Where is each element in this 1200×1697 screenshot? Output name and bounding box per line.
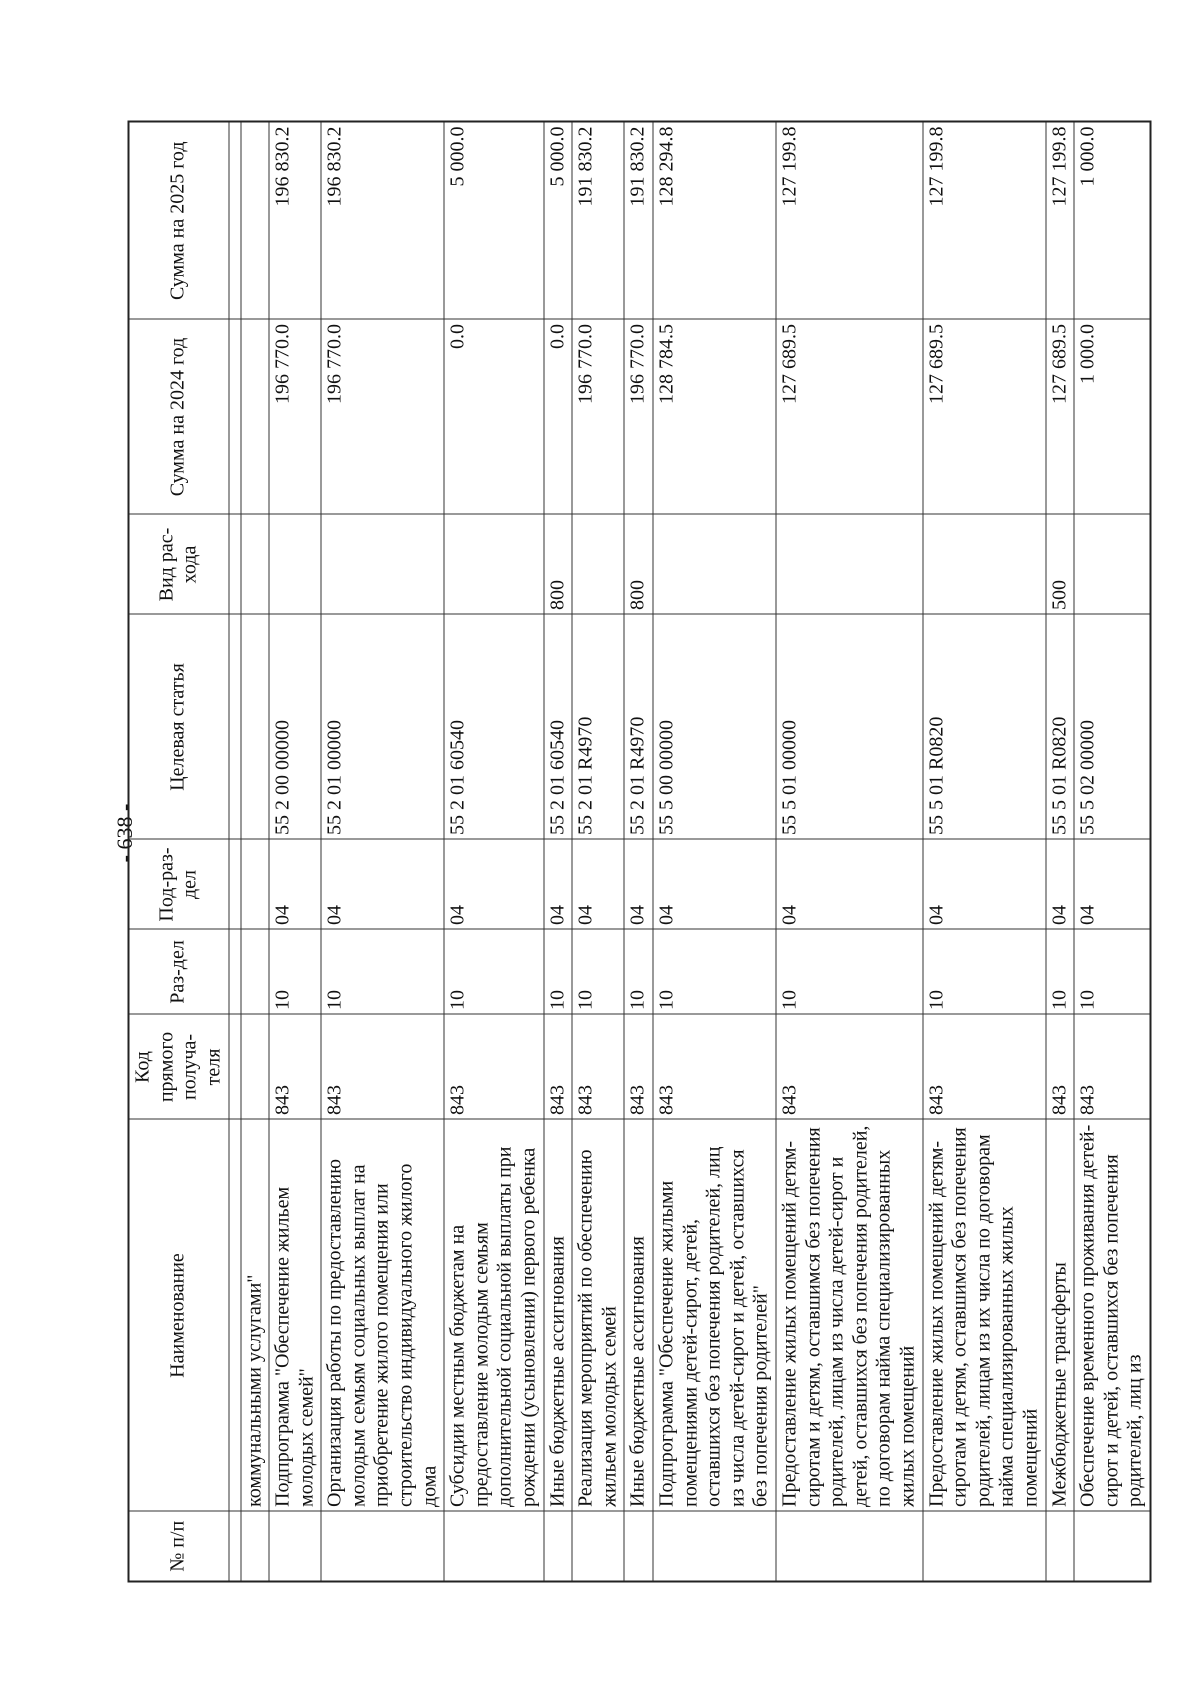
- cell-subsection: 04: [269, 840, 321, 930]
- cell-sum2025: 1 000.0: [1074, 122, 1150, 320]
- cell-num: [776, 1512, 923, 1582]
- cell-target: 55 5 01 R0820: [1046, 615, 1075, 840]
- cell-recipient: 843: [321, 1015, 444, 1120]
- cell-name: Организация работы по предоставлению молодым семьям социальных выплат на приобретение жилого помещения или строительство индивидуального жилого дома: [321, 1120, 444, 1512]
- cell-expense: [1074, 515, 1150, 615]
- cell-num: [321, 1512, 444, 1582]
- cell-sum2025: 191 830.2: [572, 122, 624, 320]
- cell-section: 10: [1074, 930, 1150, 1015]
- cell-target: 55 2 01 R4970: [572, 615, 624, 840]
- cell-name: коммунальными услугами": [241, 1120, 270, 1512]
- table-spacer-row: [229, 122, 241, 1582]
- table-row: [923, 122, 1046, 1582]
- cell-section: 10: [321, 930, 444, 1015]
- cell-target: 55 5 02 00000: [1074, 615, 1150, 840]
- cell-target: 55 2 01 60540: [544, 615, 573, 840]
- table-row: [269, 122, 321, 1582]
- cell-section: 10: [444, 930, 543, 1015]
- table-row: [572, 122, 624, 1582]
- cell-name: Субсидии местным бюджетам на предоставление молодым семьям дополнительной социальной выплаты при рождении (усыновлении) первого ребенка: [444, 1120, 543, 1512]
- table-row: [444, 122, 543, 1582]
- cell-expense: [776, 515, 923, 615]
- cell-subsection: 04: [544, 840, 573, 930]
- table-row: [653, 122, 776, 1582]
- cell-num: [1046, 1512, 1075, 1582]
- cell-recipient: [241, 1015, 270, 1120]
- cell-sum2024: 127 689.5: [776, 320, 923, 515]
- cell-sum2024: 127 689.5: [1046, 320, 1075, 515]
- cell-name: Реализация мероприятий по обеспечению жильем молодых семей: [572, 1120, 624, 1512]
- cell-subsection: 04: [624, 840, 653, 930]
- header-section: Раз-дел: [129, 930, 229, 1015]
- cell-sum2025: 191 830.2: [624, 122, 653, 320]
- header-recipient: Код прямого получа-теля: [129, 1015, 229, 1120]
- header-name: Наименование: [129, 1120, 229, 1512]
- table-row: [544, 122, 573, 1582]
- cell-section: 10: [776, 930, 923, 1015]
- header-target: Целевая статья: [129, 615, 229, 840]
- cell-recipient: 843: [1074, 1015, 1150, 1120]
- cell-sum2024: 0.0: [544, 320, 573, 515]
- cell-sum2025: 5 000.0: [544, 122, 573, 320]
- cell-name: Обеспечение временного проживания детей-сирот и детей, оставшихся без попечения родителей, лиц из: [1074, 1120, 1150, 1512]
- cell-section: 10: [1046, 930, 1075, 1015]
- cell-num: [444, 1512, 543, 1582]
- cell-target: 55 5 00 00000: [653, 615, 776, 840]
- table-body: [241, 122, 1151, 1582]
- cell-sum2024: 196 770.0: [269, 320, 321, 515]
- cell-expense: [269, 515, 321, 615]
- cell-num: [653, 1512, 776, 1582]
- cell-subsection: 04: [444, 840, 543, 930]
- cell-subsection: 04: [653, 840, 776, 930]
- cell-sum2025: 5 000.0: [444, 122, 543, 320]
- cell-sum2025: 127 199.8: [776, 122, 923, 320]
- cell-num: [241, 1512, 270, 1582]
- cell-target: 55 2 00 00000: [269, 615, 321, 840]
- cell-expense: [241, 515, 270, 615]
- cell-sum2025: 127 199.8: [923, 122, 1046, 320]
- cell-recipient: 843: [923, 1015, 1046, 1120]
- cell-sum2024: 1 000.0: [1074, 320, 1150, 515]
- cell-expense: 800: [624, 515, 653, 615]
- budget-table: [128, 121, 1152, 1583]
- cell-sum2024: 128 784.5: [653, 320, 776, 515]
- cell-subsection: [241, 840, 270, 930]
- table-row: [1046, 122, 1075, 1582]
- cell-recipient: 843: [544, 1015, 573, 1120]
- cell-subsection: 04: [1074, 840, 1150, 930]
- cell-subsection: 04: [923, 840, 1046, 930]
- cell-section: 10: [269, 930, 321, 1015]
- header-sum2025: Сумма на 2025 год: [129, 122, 229, 320]
- cell-recipient: 843: [653, 1015, 776, 1120]
- cell-section: 10: [653, 930, 776, 1015]
- cell-recipient: 843: [444, 1015, 543, 1120]
- cell-expense: [653, 515, 776, 615]
- cell-recipient: 843: [269, 1015, 321, 1120]
- cell-target: 55 2 01 R4970: [624, 615, 653, 840]
- cell-num: [572, 1512, 624, 1582]
- cell-expense: [321, 515, 444, 615]
- cell-sum2024: 0.0: [444, 320, 543, 515]
- cell-sum2025: 128 294.8: [653, 122, 776, 320]
- table-header-row: [129, 122, 229, 1582]
- cell-num: [544, 1512, 573, 1582]
- cell-name: Предоставление жилых помещений детям-сиротам и детям, оставшимся без попечения родителей, лицам из числа детей-сирот и детей, оставшихся без попечения родителей, по договорам найма специализированных жилых помещений: [776, 1120, 923, 1512]
- cell-section: 10: [572, 930, 624, 1015]
- budget-table-rotated: [128, 123, 1146, 1583]
- cell-target: [241, 615, 270, 840]
- cell-sum2025: 196 830.2: [321, 122, 444, 320]
- cell-expense: [923, 515, 1046, 615]
- cell-num: [1074, 1512, 1150, 1582]
- cell-section: 10: [923, 930, 1046, 1015]
- cell-target: 55 2 01 60540: [444, 615, 543, 840]
- cell-subsection: 04: [776, 840, 923, 930]
- table-row: [1074, 122, 1150, 1582]
- cell-num: [269, 1512, 321, 1582]
- header-num: № п/п: [129, 1512, 229, 1582]
- cell-sum2025: 127 199.8: [1046, 122, 1075, 320]
- cell-subsection: 04: [321, 840, 444, 930]
- cell-expense: 500: [1046, 515, 1075, 615]
- page-number: - 638 -: [112, 803, 137, 863]
- cell-sum2024: 196 770.0: [572, 320, 624, 515]
- cell-recipient: 843: [624, 1015, 653, 1120]
- cell-expense: [572, 515, 624, 615]
- cell-section: 10: [544, 930, 573, 1015]
- cell-name: Иные бюджетные ассигнования: [544, 1120, 573, 1512]
- cell-num: [624, 1512, 653, 1582]
- cell-name: Подпрограмма "Обеспечение жилыми помещениями детей-сирот, детей, оставшихся без попечения родителей, лиц из числа детей-сирот и детей, оставшихся без попечения родителей": [653, 1120, 776, 1512]
- table-row: [241, 122, 270, 1582]
- cell-recipient: 843: [572, 1015, 624, 1120]
- cell-section: 10: [624, 930, 653, 1015]
- table-row: [321, 122, 444, 1582]
- cell-name: Подпрограмма "Обеспечение жильем молодых семей": [269, 1120, 321, 1512]
- cell-num: [923, 1512, 1046, 1582]
- cell-recipient: 843: [1046, 1015, 1075, 1120]
- cell-recipient: 843: [776, 1015, 923, 1120]
- cell-name: Иные бюджетные ассигнования: [624, 1120, 653, 1512]
- cell-section: [241, 930, 270, 1015]
- cell-sum2024: 196 770.0: [321, 320, 444, 515]
- cell-sum2024: 196 770.0: [624, 320, 653, 515]
- cell-sum2024: [241, 320, 270, 515]
- header-subsection: Под-раз-дел: [129, 840, 229, 930]
- cell-sum2025: [241, 122, 270, 320]
- cell-name: Межбюджетные трансферты: [1046, 1120, 1075, 1512]
- cell-target: 55 5 01 R0820: [923, 615, 1046, 840]
- cell-subsection: 04: [1046, 840, 1075, 930]
- cell-sum2025: 196 830.2: [269, 122, 321, 320]
- cell-expense: [444, 515, 543, 615]
- cell-target: 55 5 01 00000: [776, 615, 923, 840]
- cell-subsection: 04: [572, 840, 624, 930]
- cell-target: 55 2 01 00000: [321, 615, 444, 840]
- cell-name: Предоставление жилых помещений детям-сиротам и детям, оставшимся без попечения родителей, лицам из их числа по договорам найма специализированных жилых помещений: [923, 1120, 1046, 1512]
- cell-expense: 800: [544, 515, 573, 615]
- header-sum2024: Сумма на 2024 год: [129, 320, 229, 515]
- table-row: [776, 122, 923, 1582]
- header-expense: Вид рас-хода: [129, 515, 229, 615]
- cell-sum2024: 127 689.5: [923, 320, 1046, 515]
- table-row: [624, 122, 653, 1582]
